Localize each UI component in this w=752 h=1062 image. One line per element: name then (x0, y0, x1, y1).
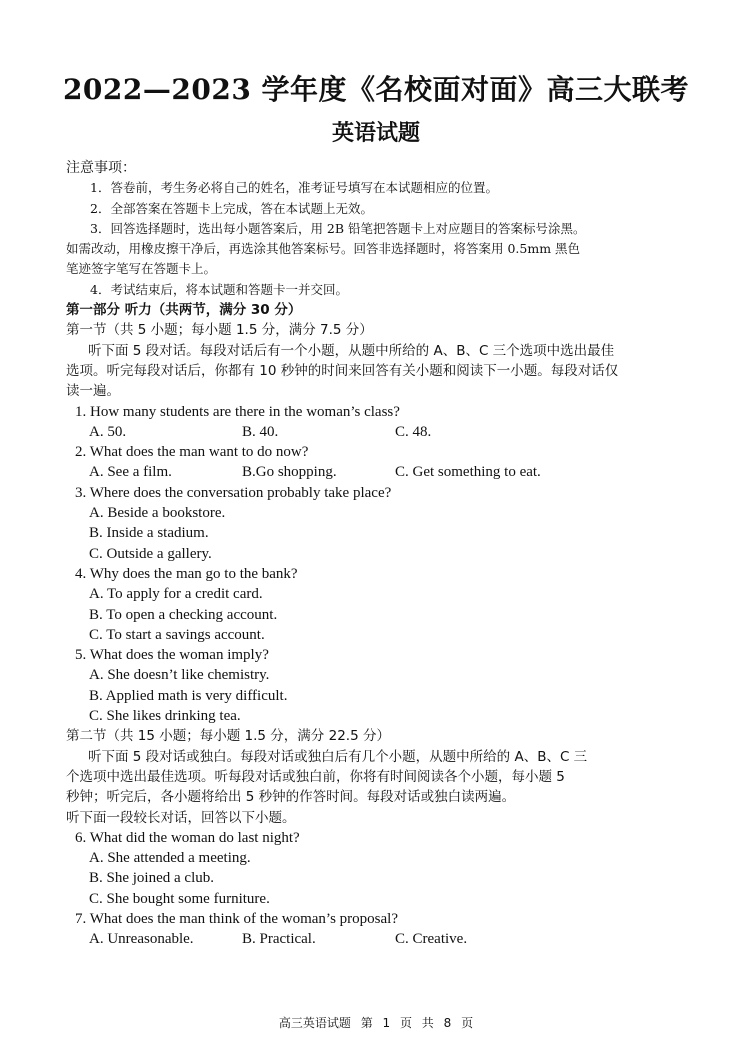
section2-instructions: 个选项中选出最佳选项。听每段对话或独白前，你将有时间阅读各个小题，每小题 5 (66, 768, 565, 785)
option-a: A. She attended a meeting. (89, 850, 251, 867)
notice-item-3-cont: 笔迹签字笔写在答题卡上。 (66, 261, 217, 277)
exam-content (66, 158, 691, 950)
option-b: B.Go shopping. (242, 464, 337, 481)
option-b: B. 40. (242, 423, 279, 440)
option-a: A. See a film. (89, 464, 172, 481)
question-1-options (66, 422, 691, 442)
section1-instructions: 听下面 5 段对话。每段对话后有一个小题，从题中所给的 A、B、C 三个选项中选出最佳 (88, 342, 615, 359)
option-c: C. Outside a gallery. (89, 545, 212, 562)
notice-heading: 注意事项： (66, 160, 136, 176)
option-c: C. Creative. (395, 931, 468, 948)
option-c: C. Get something to eat. (395, 464, 541, 481)
question-6: 6. What did the woman do last night? (75, 829, 300, 846)
section1-instructions: 选项。听完每段对话后，你都有 10 秒钟的时间来回答有关小题和阅读下一小题。每段对话仅 (66, 362, 619, 379)
option-c: C. To start a savings account. (89, 626, 265, 643)
question-2-options (66, 462, 691, 482)
section1-instructions: 读一遍。 (66, 383, 120, 400)
option-a: A. To apply for a credit card. (89, 586, 263, 603)
option-b: B. To open a checking account. (89, 606, 278, 623)
exam-subtitle: 英语试题 (331, 120, 420, 146)
question-4: 4. Why does the man go to the bank? (75, 565, 298, 582)
question-3: 3. Where does the conversation probably take place? (75, 484, 392, 501)
option-a: A. 50. (89, 423, 127, 440)
page-footer: 高三英语试题 第 1 页 共 8 页 (278, 1016, 474, 1030)
section2-sub-instruction: 听下面一段较长对话，回答以下小题。 (66, 809, 296, 826)
option-b: B. Practical. (242, 931, 316, 948)
section1-heading: 第一节（共 5 小题；每小题 1.5 分，满分 7.5 分） (66, 322, 373, 339)
section2-instructions: 听下面 5 段对话或独白。每段对话或独白后有几个小题，从题中所给的 A、B、C 三 (88, 748, 588, 765)
option-c: C. She bought some furniture. (89, 890, 270, 907)
option-b: B. She joined a club. (89, 870, 214, 887)
option-c: C. 48. (395, 423, 432, 440)
option-a: A. Beside a bookstore. (89, 505, 226, 522)
notice-item-4: 4．考试结束后，将本试题和答题卡一并交回。 (90, 281, 348, 297)
question-7: 7. What does the man think of the woman’s proposal? (75, 910, 398, 927)
question-5: 5. What does the woman imply? (75, 647, 269, 664)
notice-item-1: 1．答卷前，考生务必将自己的姓名，准考证号填写在本试题相应的位置。 (90, 180, 498, 196)
question-2: 2. What does the man want to do now? (75, 444, 309, 461)
option-a: A. Unreasonable. (89, 931, 194, 948)
exam-title: 2022—2023 学年度《名校面对面》高三大联考 (62, 73, 690, 106)
notice-item-3: 3．回答选择题时，选出每小题答案后，用 2B 铅笔把答题卡上对应题目的答案标号涂黑。 (90, 220, 586, 236)
option-c: C. She likes drinking tea. (89, 708, 241, 725)
part1-heading: 第一部分 听力（共两节，满分 30 分） (66, 302, 302, 319)
notice-item-2: 2．全部答案在答题卡上完成，答在本试题上无效。 (90, 200, 373, 216)
option-b: B. Inside a stadium. (89, 525, 209, 542)
option-a: A. She doesn’t like chemistry. (89, 667, 270, 684)
section2-instructions: 秒钟；听完后，各小题将给出 5 秒钟的作答时间。每段对话或独白读两遍。 (66, 789, 516, 806)
question-1: 1. How many students are there in the woman’s class? (75, 403, 400, 420)
question-7-options (66, 929, 691, 949)
notice-item-3-cont: 如需改动，用橡皮擦干净后，再选涂其他答案标号。回答非选择题时，将答案用 0.5mm 黑色 (66, 241, 581, 257)
option-b: B. Applied math is very difficult. (89, 687, 288, 704)
section2-heading: 第二节（共 15 小题；每小题 1.5 分，满分 22.5 分） (66, 728, 390, 745)
